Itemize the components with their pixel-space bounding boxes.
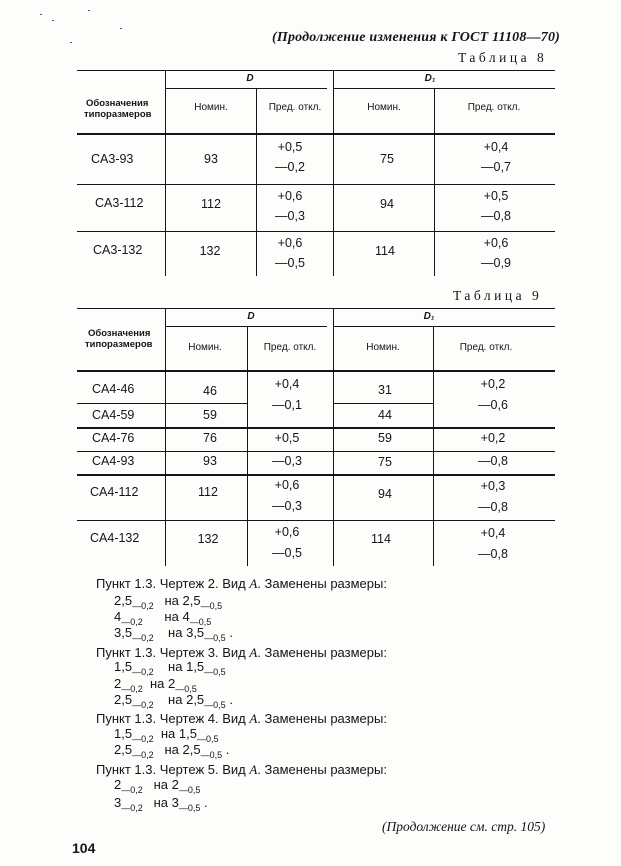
d1-deviation-lower: —0,8 xyxy=(478,547,508,561)
group-header-d: D xyxy=(247,311,255,322)
dimension-change: $2,5_{—0,2}$ на $2,5_{—0,5}$ . xyxy=(114,742,230,760)
d1-nominal: 44 xyxy=(378,408,392,422)
paragraph-heading: Пункт 1.3. Чертеж 3. Вид А. Заменены размеры: xyxy=(96,645,387,660)
d-deviation-lower: —0,3 xyxy=(275,209,305,223)
group-header-d: D xyxy=(246,73,254,84)
size-designation: CA4-132 xyxy=(90,531,140,545)
size-designation: CA4-93 xyxy=(92,454,135,468)
scan-speck xyxy=(70,42,72,43)
d1-deviation-upper: +0,6 xyxy=(483,236,509,250)
d1-nominal: 75 xyxy=(378,455,392,469)
d-nominal: 112 xyxy=(201,197,221,211)
d-deviation-upper: +0,5 xyxy=(277,140,303,154)
paragraph-heading: Пункт 1.3. Чертеж 5. Вид А. Заменены размеры: xyxy=(96,762,387,777)
d1-nominal: 114 xyxy=(371,532,391,546)
d-deviation-upper: +0,4 xyxy=(274,377,300,391)
nominal-header: Номин. xyxy=(367,102,401,113)
d-nominal: 93 xyxy=(204,152,218,166)
dimension-change: $1,5_{—0,2}$ на $1,5_{—0,5}$ xyxy=(114,659,226,677)
group-header-d1: D₁ xyxy=(423,311,435,322)
d-nominal: 132 xyxy=(199,244,221,258)
deviation-header: Пред. откл. xyxy=(467,102,521,113)
d-nominal: 112 xyxy=(198,485,218,499)
dimension-change: $3_{—0,2}$ на $3_{—0,5}$ . xyxy=(114,795,208,813)
scan-speck xyxy=(52,20,54,21)
table-9-title: Таблица 9 xyxy=(453,288,543,303)
d-deviation-upper: +0,6 xyxy=(274,525,300,539)
size-designation: CA3-112 xyxy=(95,196,144,210)
nominal-header: Номин. xyxy=(194,102,228,113)
dimension-change: $3,5_{—0,2}$ на $3,5_{—0,5}$ . xyxy=(114,625,233,643)
size-designation: CA3-132 xyxy=(93,243,143,257)
paragraph-heading: Пункт 1.3. Чертеж 2. Вид А. Заменены размеры: xyxy=(96,576,387,591)
page-number: 104 xyxy=(72,840,96,856)
designation-header-line1: Обозначения xyxy=(86,98,149,109)
dimension-change: $1,5_{—0,2}$ на $1,5_{—0,5}$ xyxy=(114,726,219,744)
paragraph-heading: Пункт 1.3. Чертеж 4. Вид А. Заменены размеры: xyxy=(96,711,387,726)
continuation-header: (Продолжение изменения к ГОСТ 11108—70) xyxy=(272,30,561,45)
d-deviation-upper: +0,6 xyxy=(277,189,303,203)
size-designation: CA4-59 xyxy=(92,408,135,422)
nominal-header: Номин. xyxy=(188,342,222,353)
d-nominal: 59 xyxy=(203,408,217,422)
dimension-change: $2_{—0,2}$ на $2_{—0,5}$ xyxy=(114,777,201,795)
d-nominal: 93 xyxy=(203,454,217,468)
continuation-footer: (Продолжение см. стр. 105) xyxy=(382,819,546,834)
size-designation: CA4-112 xyxy=(90,485,139,499)
d-nominal: 46 xyxy=(203,384,217,398)
dimension-change: $2,5_{—0,2}$ на $2,5_{—0,5}$ xyxy=(114,593,223,611)
d1-nominal: 31 xyxy=(378,383,392,397)
d1-deviation-upper: +0,3 xyxy=(480,479,506,493)
designation-header-line2: типоразмеров xyxy=(85,339,153,350)
d1-nominal: 75 xyxy=(380,152,394,166)
d-nominal: 76 xyxy=(203,431,217,445)
d1-deviation-upper: +0,2 xyxy=(480,431,506,445)
d1-deviation-lower: —0,8 xyxy=(478,500,508,514)
designation-header-line1: Обозначения xyxy=(88,328,151,339)
d1-deviation-lower: —0,7 xyxy=(481,160,511,174)
d1-deviation-lower: —0,6 xyxy=(478,398,508,412)
d-deviation-lower: —0,5 xyxy=(272,546,302,560)
d1-deviation-lower: —0,8 xyxy=(481,209,511,223)
d-deviation-upper: +0,6 xyxy=(277,236,303,250)
d-deviation-lower: —0,1 xyxy=(272,398,302,412)
deviation-header: Пред. откл. xyxy=(263,342,317,353)
d1-deviation-upper: +0,4 xyxy=(483,140,509,154)
d-deviation-lower: —0,3 xyxy=(272,499,302,513)
d-deviation-upper: +0,6 xyxy=(274,478,300,492)
d1-nominal: 94 xyxy=(380,197,394,211)
d-deviation-lower: —0,5 xyxy=(275,256,305,270)
scan-speck xyxy=(40,14,42,15)
size-designation: CA3-93 xyxy=(91,152,134,166)
d1-deviation-lower: —0,9 xyxy=(481,256,511,270)
d1-deviation-lower: —0,8 xyxy=(478,454,508,468)
group-header-d1: D₁ xyxy=(424,73,436,84)
scan-speck xyxy=(88,10,90,11)
size-designation: CA4-46 xyxy=(92,382,135,396)
table-8-title: Таблица 8 xyxy=(458,50,548,65)
d1-deviation-upper: +0,4 xyxy=(480,526,506,540)
d1-deviation-upper: +0,2 xyxy=(480,377,506,391)
deviation-header: Пред. откл. xyxy=(459,342,513,353)
d1-deviation-upper: +0,5 xyxy=(483,189,509,203)
dimension-change: $2_{—0,2}$ на $2_{—0,5}$ xyxy=(114,676,197,694)
d-nominal: 132 xyxy=(197,532,219,546)
deviation-header: Пред. откл. xyxy=(268,102,322,113)
d-deviation-lower: —0,2 xyxy=(275,160,305,174)
d1-nominal: 94 xyxy=(378,487,392,501)
d1-nominal: 114 xyxy=(375,244,395,258)
dimension-change: $2,5_{—0,2}$ на $2,5_{—0,5}$ . xyxy=(114,692,233,710)
d-deviation-upper: +0,5 xyxy=(274,431,300,445)
scan-speck xyxy=(120,28,122,29)
d-deviation-lower: —0,3 xyxy=(272,454,302,468)
nominal-header: Номин. xyxy=(366,342,400,353)
d1-nominal: 59 xyxy=(378,431,392,445)
size-designation: CA4-76 xyxy=(92,431,135,445)
designation-header-line2: типоразмеров xyxy=(84,109,152,120)
dimension-change: $4_{—0,2}$ на $4_{—0,5}$ xyxy=(114,609,212,627)
